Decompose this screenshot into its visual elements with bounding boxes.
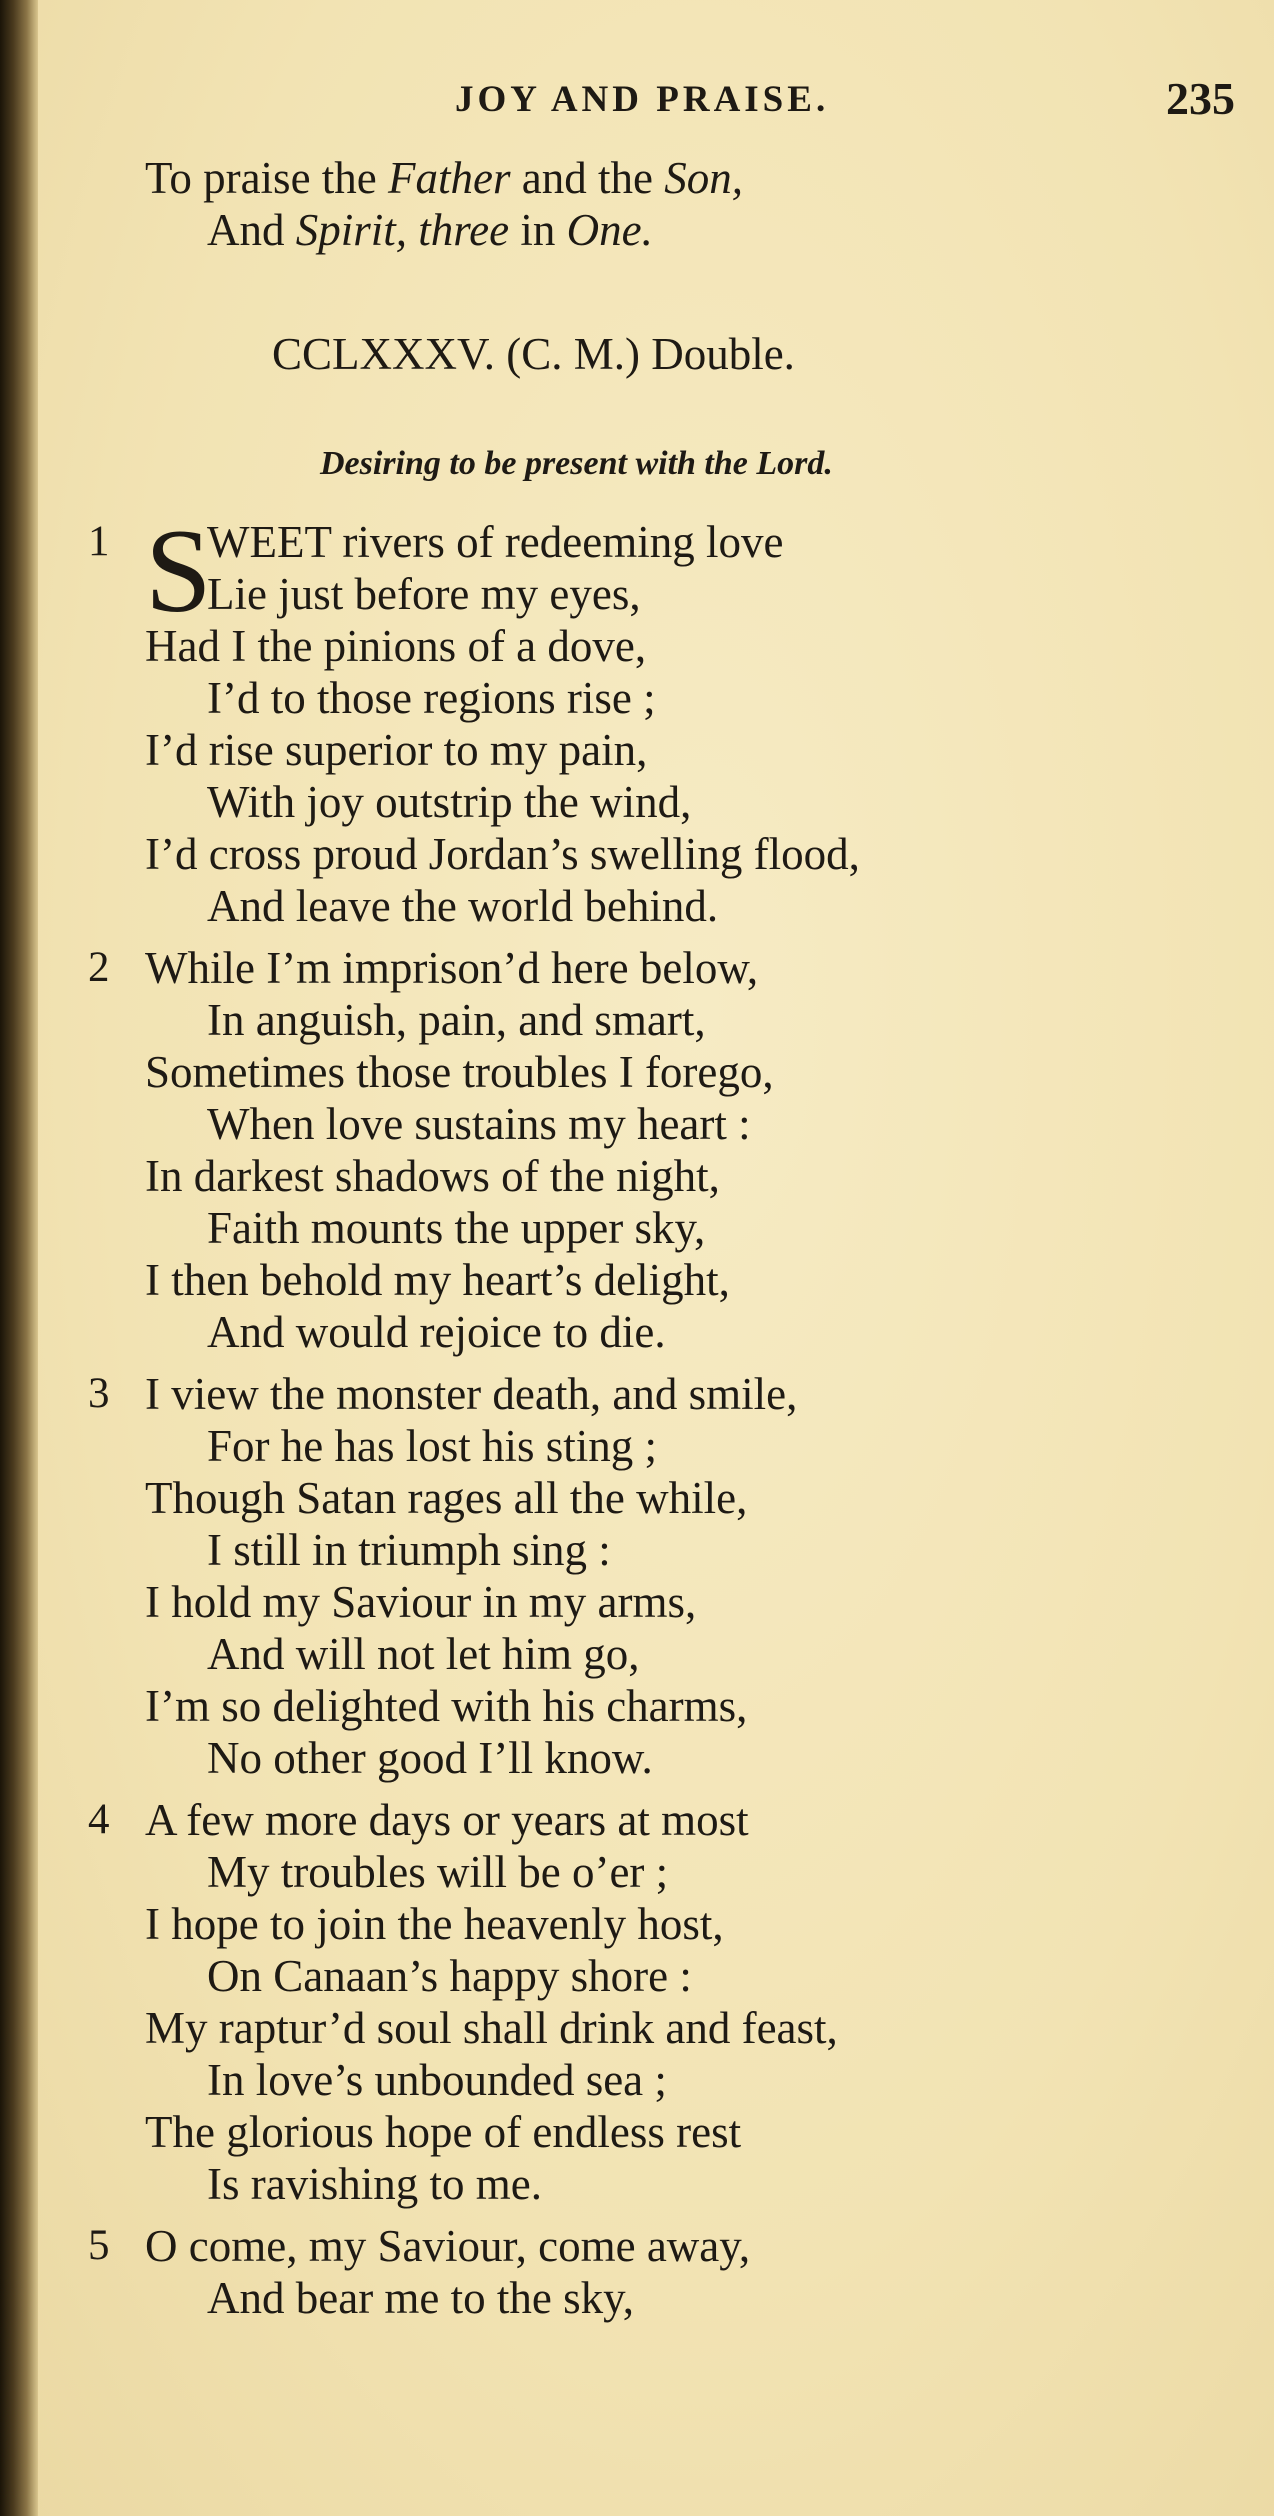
running-head: JOY AND PRAISE. [455, 79, 830, 120]
intro-line-2 [207, 204, 653, 256]
drop-cap: S [145, 504, 212, 637]
verse-line: I hope to join the heavenly host, [145, 1899, 724, 1949]
verse-number: 2 [88, 944, 110, 991]
verse-line: I then behold my heart’s delight, [145, 1255, 730, 1305]
verse-line: I’d cross proud Jordan’s swelling flood, [145, 829, 860, 879]
verse-line: In darkest shadows of the night, [145, 1151, 720, 1201]
verse-number: 3 [88, 1370, 110, 1417]
verse-number: 5 [88, 2222, 110, 2269]
verse-line: And will not let him go, [207, 1629, 640, 1679]
verse-line: And bear me to the sky, [207, 2273, 634, 2323]
verse-line: Had I the pinions of a dove, [145, 621, 647, 671]
intro-italic: Father [388, 153, 511, 203]
verse-line: Lie just before my eyes, [207, 569, 641, 619]
verse-line: The glorious hope of endless rest [145, 2107, 742, 2157]
verse-number: 1 [88, 518, 110, 565]
page-number: 235 [1166, 73, 1235, 124]
verse-line: In love’s unbounded sea ; [207, 2055, 667, 2105]
verse-line: My raptur’d soul shall drink and feast, [145, 2003, 838, 2053]
intro-line-1 [145, 152, 743, 204]
intro-italic: Spirit, [295, 205, 408, 255]
verse-line: O come, my Saviour, come away, [145, 2221, 751, 2271]
verse-line: I still in triumph sing : [207, 1525, 611, 1575]
verse-number: 4 [88, 1796, 110, 1843]
verse-line: I’d rise superior to my pain, [145, 725, 648, 775]
verse-line: Is ravishing to me. [207, 2159, 542, 2209]
verse-line: Sometimes those troubles I forego, [145, 1047, 774, 1097]
hymn-title: CCLXXXV. (C. M.) Double. [272, 329, 795, 379]
verse-line: No other good I’ll know. [207, 1733, 653, 1783]
verse-line: While I’m imprison’d here below, [145, 943, 759, 993]
verse-line: I view the monster death, and smile, [145, 1369, 798, 1419]
verse-line: For he has lost his sting ; [207, 1421, 658, 1471]
hymn-subtitle: Desiring to be present with the Lord. [320, 445, 833, 482]
verse-line: And would rejoice to die. [207, 1307, 666, 1357]
verse-line: With joy outstrip the wind, [207, 777, 692, 827]
verse-line: In anguish, pain, and smart, [207, 995, 706, 1045]
verse-line: Faith mounts the upper sky, [207, 1203, 706, 1253]
verse-line: I’m so delighted with his charms, [145, 1681, 748, 1731]
intro-italic: Son, [664, 153, 743, 203]
intro-text: in [509, 205, 567, 255]
verse-line: On Canaan’s happy shore : [207, 1951, 692, 2001]
verse-line: When love sustains my heart : [207, 1099, 751, 1149]
verse-line: I hold my Saviour in my arms, [145, 1577, 697, 1627]
book-spine [0, 0, 38, 2516]
intro-text [407, 205, 418, 255]
verse-line: I’d to those regions rise ; [207, 673, 656, 723]
intro-italic: three [418, 205, 510, 255]
verse-line: WEET rivers of redeeming love [207, 517, 784, 567]
intro-text: and the [510, 153, 665, 203]
verse-line: My troubles will be o’er ; [207, 1847, 669, 1897]
verse-line: A few more days or years at most [145, 1795, 749, 1845]
page-header [0, 72, 1274, 132]
intro-italic: One. [566, 205, 653, 255]
verse-line: Though Satan rages all the while, [145, 1473, 748, 1523]
verse-line: And leave the world behind. [207, 881, 719, 931]
intro-text: And [207, 205, 296, 255]
intro-text: To praise the [145, 153, 389, 203]
